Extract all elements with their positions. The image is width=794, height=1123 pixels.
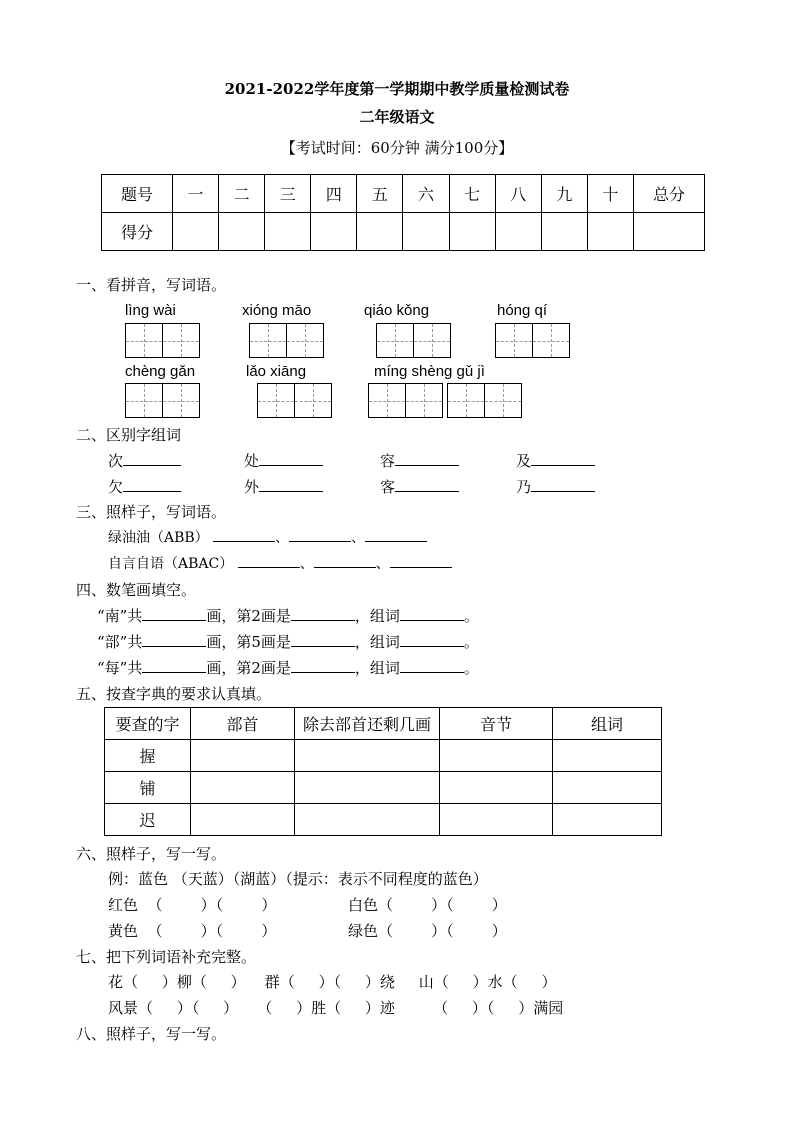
answer-blank[interactable] (238, 553, 300, 568)
dict-header: 音节 (440, 708, 553, 740)
color-row[interactable]: 绿色（ ）（ ） (348, 922, 507, 940)
answer-blank[interactable] (395, 451, 459, 466)
score-header-cell: 六 (403, 175, 449, 213)
score-header-cell: 十 (587, 175, 633, 213)
char-item (380, 450, 459, 471)
score-row-label: 得分 (102, 213, 173, 251)
answer-blank[interactable] (142, 606, 206, 621)
char-label: 客 (380, 478, 396, 496)
dict-header: 组词 (553, 708, 662, 740)
char-label: 及 (516, 452, 532, 470)
score-header-cell: 七 (449, 175, 495, 213)
stroke-line (97, 605, 479, 626)
stroke-text: ，组词 (354, 659, 400, 677)
color-row[interactable]: 黄色 （ ）（ ） (108, 922, 277, 940)
abb-line: 绿油油（ABB） 、 、 (108, 527, 427, 547)
score-header-cell: 一 (173, 175, 219, 213)
answer-blank[interactable] (365, 527, 427, 542)
dict-cell[interactable] (440, 804, 553, 836)
dict-char: 铺 (105, 772, 191, 804)
page-subtitle: 二年级语文 (359, 108, 435, 126)
answer-blank[interactable] (213, 527, 275, 542)
answer-blank[interactable] (291, 658, 355, 673)
section-5-heading: 五、按查字典的要求认真填。 (76, 685, 272, 703)
dict-cell[interactable] (191, 804, 295, 836)
dict-cell[interactable] (295, 740, 440, 772)
dict-char: 迟 (105, 804, 191, 836)
answer-blank[interactable] (400, 606, 464, 621)
score-header-cell: 九 (541, 175, 587, 213)
section-3-heading: 三、照样子，写词语。 (76, 503, 227, 521)
stroke-text: “部”共 (97, 633, 143, 651)
score-header-cell: 八 (495, 175, 541, 213)
score-cell[interactable] (173, 213, 219, 251)
dict-cell[interactable] (295, 804, 440, 836)
dict-cell[interactable] (440, 772, 553, 804)
score-cell[interactable] (219, 213, 265, 251)
char-label: 欠 (108, 478, 124, 496)
answer-blank[interactable] (259, 477, 323, 492)
stroke-text: ，组词 (354, 633, 400, 651)
stroke-text: 。 (463, 607, 479, 625)
stroke-line (97, 631, 479, 652)
idiom-line[interactable]: 风景（ ）（ ） （ ）胜（ ）迹 （ ）（ ）满园 (108, 999, 564, 1017)
dict-cell[interactable] (191, 740, 295, 772)
dict-char: 握 (105, 740, 191, 772)
answer-blank[interactable] (142, 658, 206, 673)
abac-line: 自言自语（ABAC） 、 、 (108, 553, 452, 573)
answer-blank[interactable] (291, 606, 355, 621)
answer-blank[interactable] (314, 553, 376, 568)
section-2-heading: 二、区别字组词 (76, 426, 182, 444)
stroke-text: “每”共 (97, 659, 143, 677)
dict-cell[interactable] (191, 772, 295, 804)
answer-blank[interactable] (289, 527, 351, 542)
stroke-text: 。 (463, 633, 479, 651)
stroke-text: ，组词 (354, 607, 400, 625)
char-label: 容 (380, 452, 396, 470)
answer-blank[interactable] (400, 658, 464, 673)
dict-cell[interactable] (295, 772, 440, 804)
idiom-line[interactable]: 花（ ）柳（ ） 群（ ）（ ）绕 山（ ）水（ ） (108, 973, 557, 991)
writing-grid[interactable] (447, 383, 522, 418)
stroke-line (97, 657, 479, 678)
writing-grid[interactable] (125, 323, 200, 358)
score-row-numbers (102, 175, 705, 213)
pinyin-label: hóng qí (497, 302, 548, 319)
char-item (244, 476, 323, 497)
score-header-cell: 总分 (634, 175, 705, 213)
dict-cell[interactable] (440, 740, 553, 772)
writing-grid[interactable] (257, 383, 332, 418)
dict-cell[interactable] (553, 772, 662, 804)
char-label: 外 (244, 478, 260, 496)
abac-example: 自言自语（ABAC） (108, 556, 234, 572)
writing-grid[interactable] (249, 323, 324, 358)
score-header-cell: 五 (357, 175, 403, 213)
answer-blank[interactable] (400, 632, 464, 647)
stroke-text: “南”共 (97, 607, 143, 625)
stroke-text: 画，第2画是 (206, 607, 291, 625)
answer-blank[interactable] (395, 477, 459, 492)
char-item (516, 450, 595, 471)
writing-grid[interactable] (125, 383, 200, 418)
dictionary-table (104, 707, 662, 836)
answer-blank[interactable] (123, 451, 181, 466)
score-cell[interactable] (634, 213, 705, 251)
score-cell[interactable] (541, 213, 587, 251)
writing-grid[interactable] (495, 323, 570, 358)
pinyin-label: lǎo xiāng (246, 363, 307, 380)
score-header-cell: 二 (219, 175, 265, 213)
score-cell[interactable] (449, 213, 495, 251)
score-header-cell: 题号 (102, 175, 173, 213)
score-header-cell: 四 (311, 175, 357, 213)
answer-blank[interactable] (531, 477, 595, 492)
score-cell[interactable] (495, 213, 541, 251)
score-cell[interactable] (311, 213, 357, 251)
color-example: 例：蓝色 （天蓝）（湖蓝）（提示：表示不同程度的蓝色） (108, 870, 488, 888)
abb-example: 绿油油（ABB） (108, 530, 209, 546)
char-label: 次 (108, 452, 124, 470)
score-cell[interactable] (587, 213, 633, 251)
section-7-heading: 七、把下列词语补充完整。 (76, 948, 257, 966)
stroke-text: 画，第2画是 (206, 659, 291, 677)
char-item (108, 450, 181, 471)
char-label: 处 (244, 452, 260, 470)
answer-blank[interactable] (531, 451, 595, 466)
pinyin-label: lìng wài (125, 302, 176, 319)
color-row[interactable]: 白色（ ）（ ） (348, 896, 507, 914)
section-4-heading: 四、数笔画填空。 (76, 581, 197, 599)
score-header-cell: 三 (265, 175, 311, 213)
dict-header: 要查的字 (105, 708, 191, 740)
color-row[interactable]: 红色 （ ）（ ） (108, 896, 277, 914)
score-row-points (102, 213, 705, 251)
dict-cell[interactable] (553, 740, 662, 772)
answer-blank[interactable] (259, 451, 323, 466)
dict-cell[interactable] (553, 804, 662, 836)
writing-grid[interactable] (376, 323, 451, 358)
writing-grid[interactable] (368, 383, 443, 418)
score-table (101, 174, 705, 251)
score-cell[interactable] (265, 213, 311, 251)
char-item (380, 476, 459, 497)
dict-header: 除去部首还剩几画 (295, 708, 440, 740)
pinyin-label: míng shèng gǔ jì (374, 363, 485, 380)
stroke-text: 画，第5画是 (206, 633, 291, 651)
dict-header: 部首 (191, 708, 295, 740)
char-item (516, 476, 595, 497)
score-cell[interactable] (357, 213, 403, 251)
char-item (108, 476, 181, 497)
char-label: 乃 (516, 478, 532, 496)
answer-blank[interactable] (142, 632, 206, 647)
pinyin-label: xióng māo (242, 302, 312, 319)
pinyin-label: qiáo kǒng (364, 302, 430, 319)
char-item (244, 450, 323, 471)
section-8-heading: 八、照样子，写一写。 (76, 1025, 227, 1043)
answer-blank[interactable] (291, 632, 355, 647)
stroke-text: 。 (463, 659, 479, 677)
exam-info: 【考试时间：60分钟 满分100分】 (280, 139, 514, 157)
answer-blank[interactable] (390, 553, 452, 568)
answer-blank[interactable] (123, 477, 181, 492)
section-1-heading: 一、看拼音，写词语。 (76, 276, 227, 294)
page-title: 2021-2022学年度第一学期期中教学质量检测试卷 (224, 80, 570, 98)
score-cell[interactable] (403, 213, 449, 251)
pinyin-label: chèng gǎn (125, 363, 196, 380)
section-6-heading: 六、照样子，写一写。 (76, 845, 227, 863)
